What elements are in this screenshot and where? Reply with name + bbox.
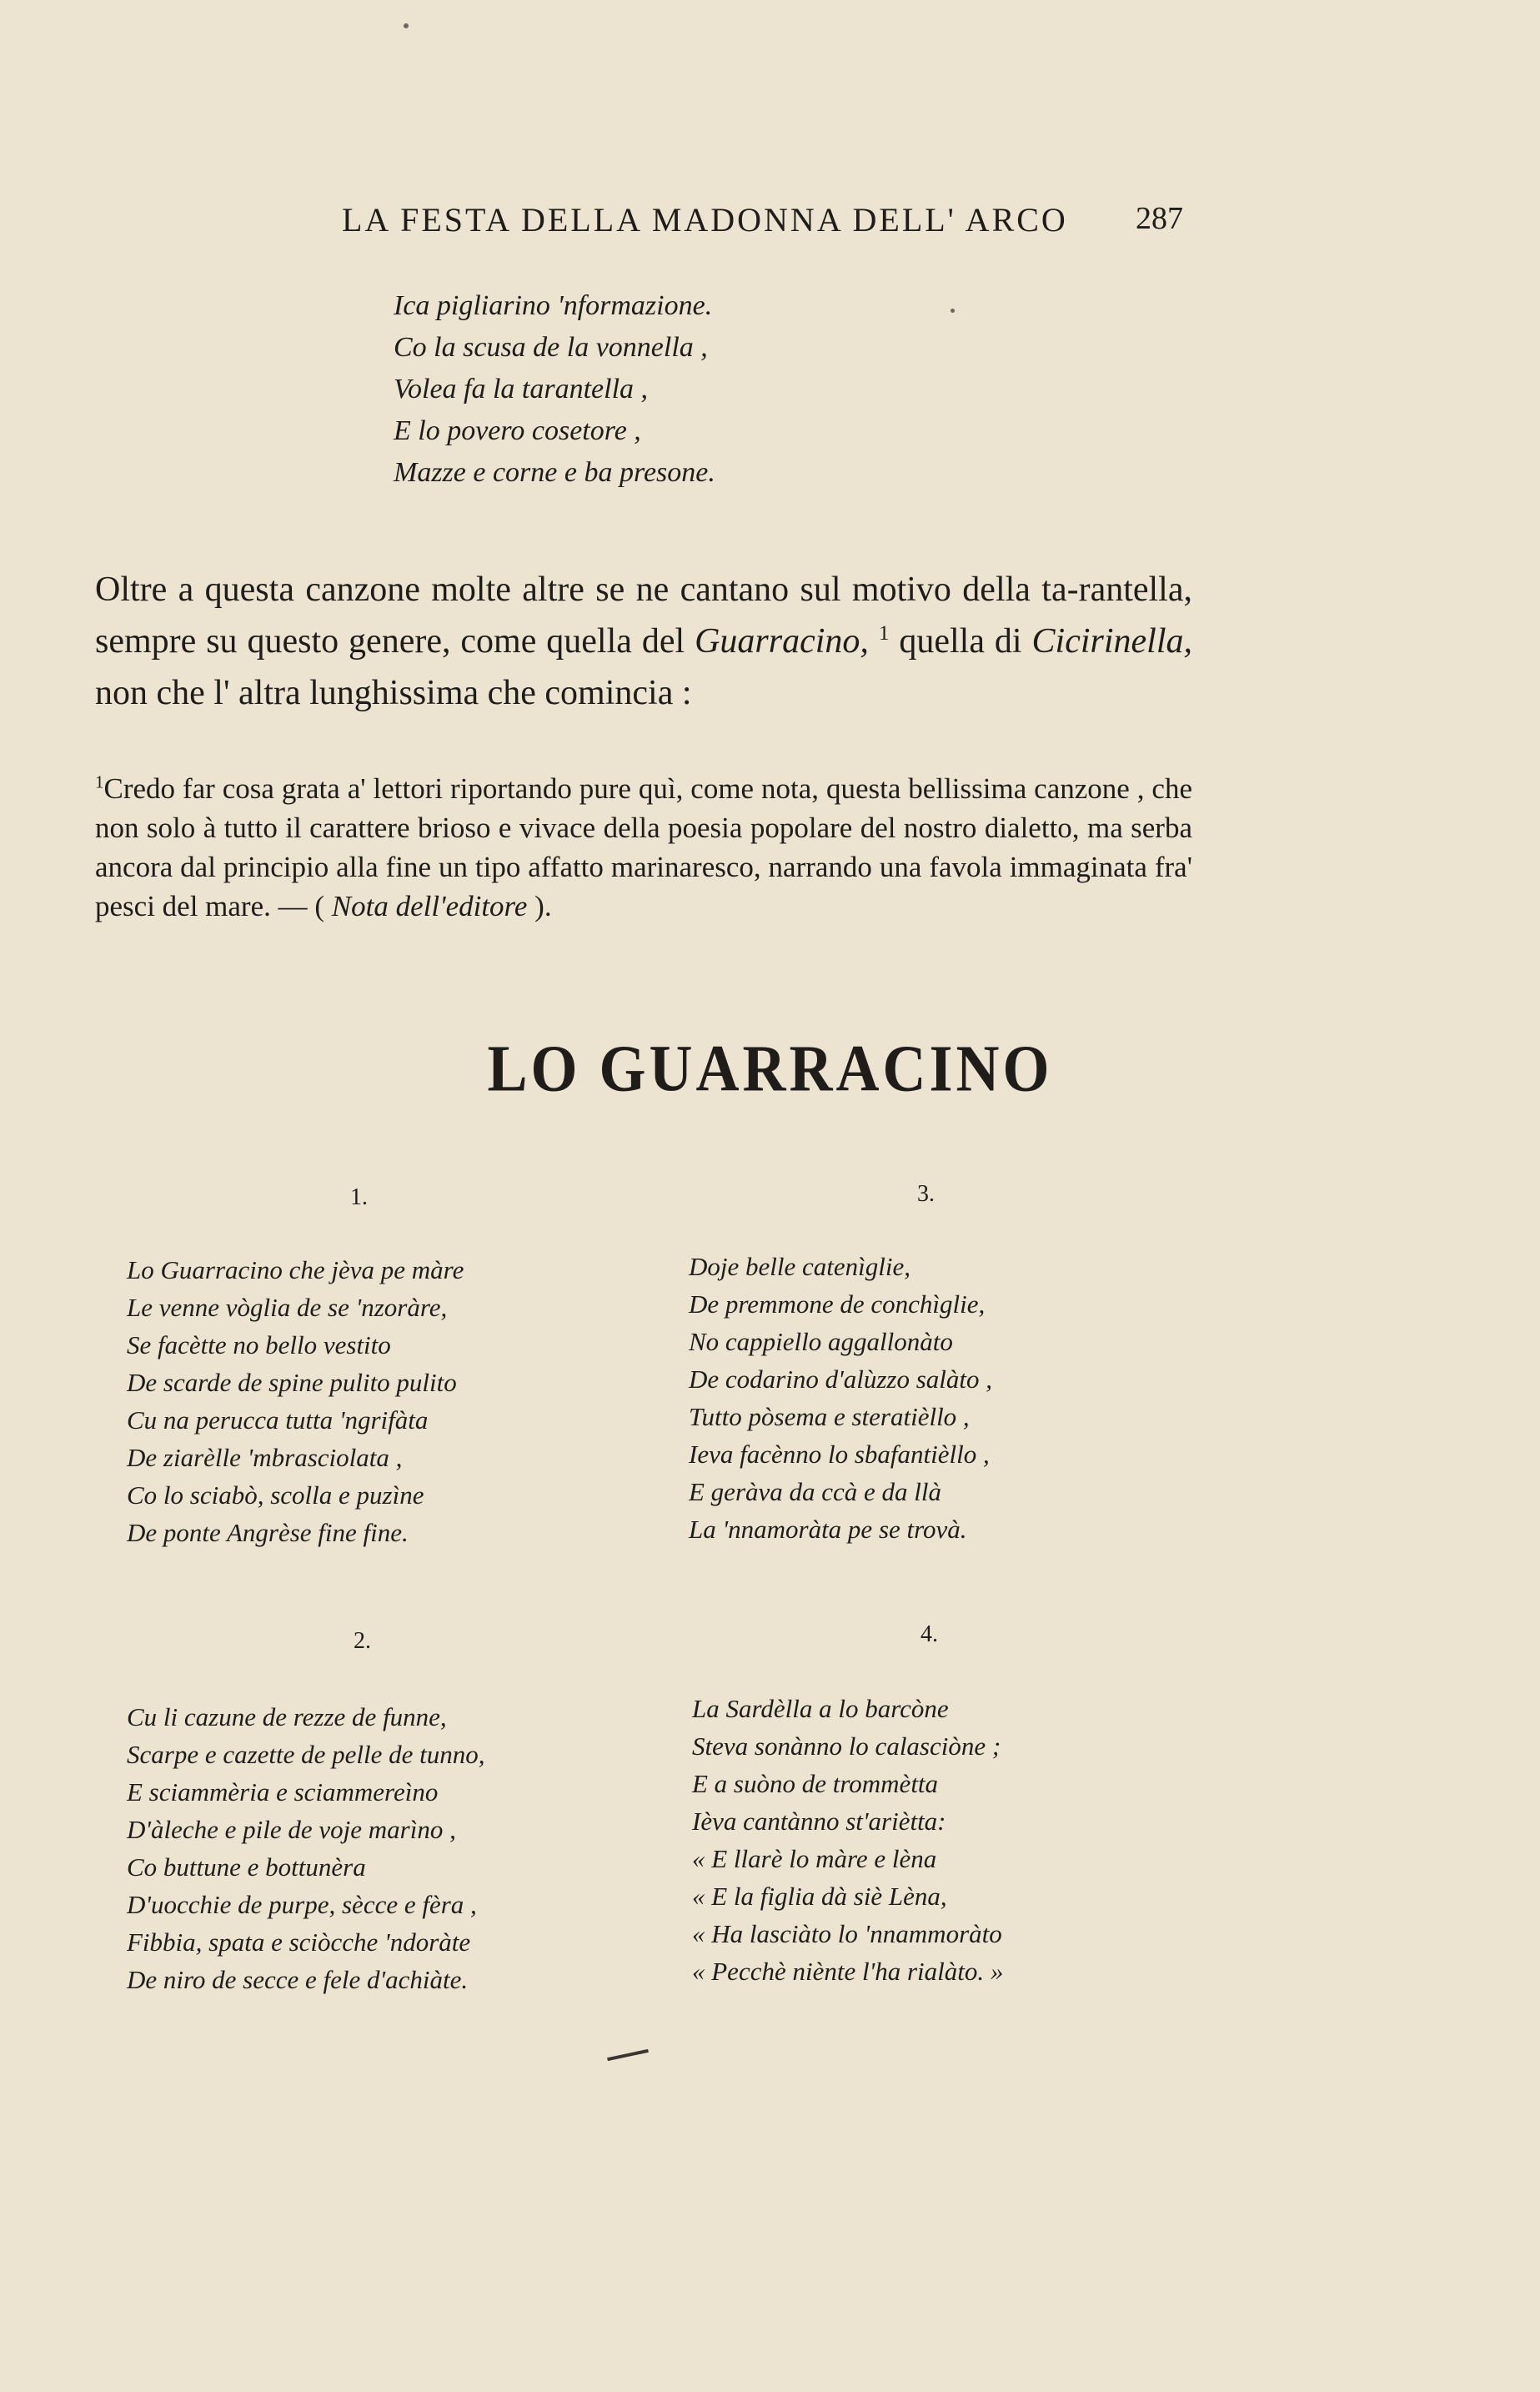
body-paragraph <box>95 564 1192 719</box>
footnote-attribution: Nota dell'editore <box>331 890 528 922</box>
stanza-line: La Sardèlla a lo barcòne <box>692 1694 949 1723</box>
stanza-line: Scarpe e cazette de pelle de tunno, <box>127 1740 485 1769</box>
body-text: Oltre a questa canzone molte altre se ne cantano sul motivo della ta-rantella, sempre su questo genere, come quella del <box>95 570 1192 661</box>
stanza-line: « E llarè lo màre e lèna <box>692 1844 937 1873</box>
stanza-line: De ponte Angrèse fine fine. <box>127 1518 409 1547</box>
stanza-line: Doje belle catenìglie, <box>689 1252 910 1281</box>
stanza-line: « E la figlia dà siè Lèna, <box>692 1882 947 1911</box>
body-text: non che l' altra lunghissima che comincia : <box>95 674 692 712</box>
body-text: quella di <box>889 622 1032 661</box>
stanza-line: Steva sonànno lo calasciòne ; <box>692 1731 1001 1761</box>
stanza <box>689 1248 992 1548</box>
stanza-line: « Pecchè niènte l'ha rialàto. » <box>692 1957 1004 1986</box>
footnote <box>95 769 1192 926</box>
stanza-number: 1. <box>350 1184 368 1210</box>
stanza-line: Fibbia, spata e sciòcche 'ndoràte <box>127 1927 471 1957</box>
stanza-line: Se facètte no bello vestito <box>127 1330 391 1359</box>
footnote-reference: 1 <box>878 622 890 645</box>
stanza-number: 4. <box>920 1621 938 1647</box>
stanza-line: Tutto pòsema e steratièllo , <box>689 1402 970 1431</box>
verse-line: Ica pigliarino 'nformazione. <box>394 290 713 321</box>
stanza-line: Co buttune e bottunèra <box>127 1852 366 1882</box>
stanza <box>127 1251 464 1551</box>
stanza-line: De ziarèlle 'mbrasciolata , <box>127 1443 403 1472</box>
stanza-line: E sciammèria e sciammereìno <box>127 1777 439 1807</box>
footnote-text: Credo far cosa grata a' lettori riportando pure quì, come nota, questa bellissima canzone , che non solo à tutto il carattere brioso e vivace della poesia popolare del nostro dialetto, ma serba ancora dal principio alla fine un tipo affatto marinaresco, narrando una favola immaginata fra' pesci del mare. — ( <box>95 772 1192 922</box>
stanza <box>127 1698 485 1998</box>
stanza <box>692 1690 1003 1990</box>
paper-speck <box>951 309 955 313</box>
stanza-line: De codarino d'alùzzo salàto , <box>689 1364 992 1394</box>
ink-mark <box>607 2049 649 2061</box>
stanza-line: D'uocchie de purpe, sècce e fèra , <box>127 1890 477 1919</box>
song-title: LO GUARRACINO <box>487 1031 1053 1105</box>
stanza-line: E a suòno de trommètta <box>692 1769 939 1798</box>
stanza-line: Le venne vòglia de se 'nzoràre, <box>127 1293 448 1322</box>
stanza-number: 2. <box>354 1628 371 1654</box>
stanza-number: 3. <box>917 1181 935 1207</box>
stanza-line: Lo Guarracino che jèva pe màre <box>127 1255 464 1284</box>
verse-line: Mazze e corne e ba presone. <box>394 457 715 488</box>
stanza-line: Cu na perucca tutta 'ngrifàta <box>127 1405 429 1435</box>
stanza-line: E geràva da ccà e da llà <box>689 1477 942 1506</box>
stanza-line: D'àleche e pile de voje marìno , <box>127 1815 456 1844</box>
stanza-line: Ièva cantànno st'ariètta: <box>692 1807 946 1836</box>
stanza-line: De premmone de conchìglie, <box>689 1289 986 1319</box>
stanza-line: « Ha lasciàto lo 'nnammoràto <box>692 1919 1002 1948</box>
verse-line: Co la scusa de la vonnella , <box>394 332 708 363</box>
stanza-line: Ieva facènno lo sbafantièllo , <box>689 1440 990 1469</box>
stanza-line: No cappiello aggallonàto <box>689 1327 953 1356</box>
verse-line: E lo povero cosetore , <box>394 415 641 446</box>
page-number: 287 <box>1136 201 1183 236</box>
running-title: LA FESTA DELLA MADONNA DELL' ARCO <box>342 201 1068 239</box>
opening-verse <box>394 285 715 494</box>
verse-line: Volea fa la tarantella , <box>394 374 649 405</box>
song-reference: Guarracino, <box>695 622 869 661</box>
stanza-line: La 'nnamoràta pe se trovà. <box>689 1515 967 1544</box>
song-reference: Cicirinella, <box>1031 622 1193 661</box>
stanza-line: Cu li cazune de rezze de funne, <box>127 1702 447 1731</box>
footnote-marker: 1 <box>95 771 104 792</box>
stanza-line: De niro de secce e fele d'achiàte. <box>127 1965 469 1994</box>
footnote-close: ). <box>527 890 552 922</box>
stanza-line: De scarde de spine pulito pulito <box>127 1368 457 1397</box>
stanza-line: Co lo sciabò, scolla e puzìne <box>127 1480 424 1510</box>
paper-speck <box>404 23 409 28</box>
